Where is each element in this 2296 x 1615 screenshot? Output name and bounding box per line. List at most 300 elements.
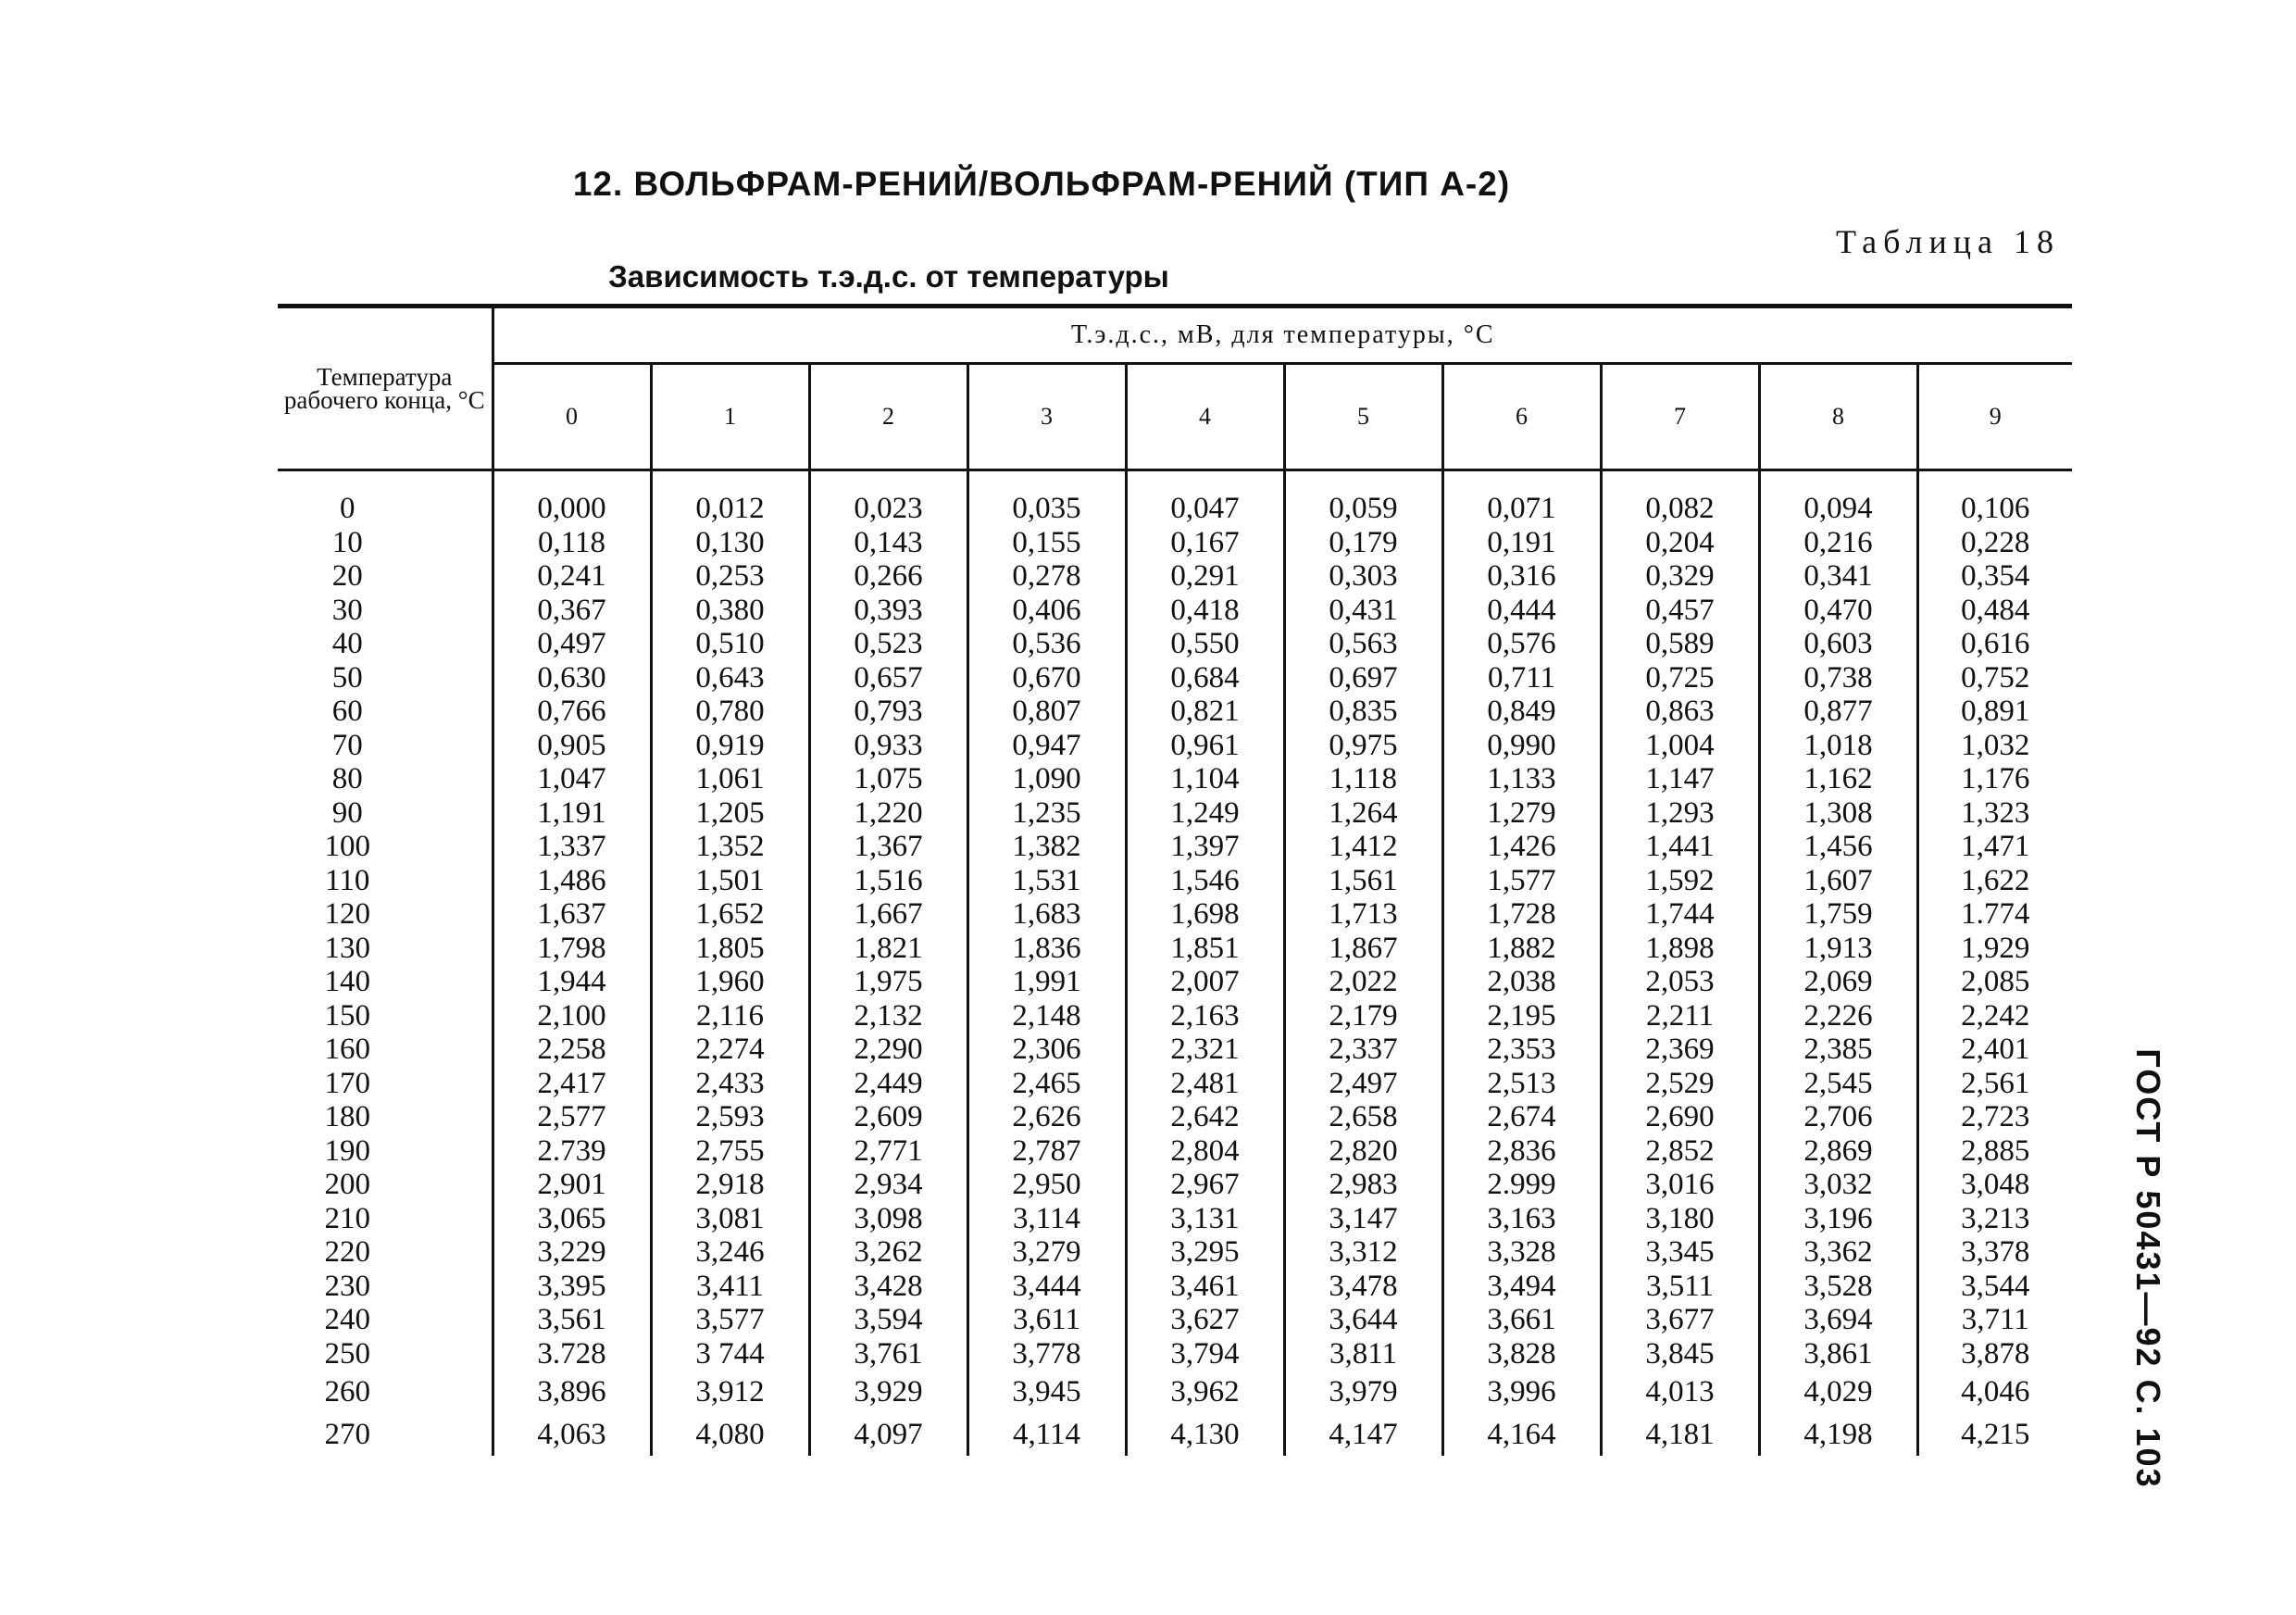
- emf-value: 3,677: [1601, 1303, 1759, 1337]
- table-row: [278, 661, 2072, 695]
- emf-value: 0,204: [1601, 526, 1759, 560]
- emf-value: 2.739: [493, 1134, 651, 1169]
- emf-value: 3,279: [967, 1235, 1126, 1270]
- emf-value: 3,912: [651, 1371, 809, 1413]
- emf-value: 3,528: [1759, 1270, 1917, 1304]
- emf-value: 3,328: [1442, 1235, 1601, 1270]
- emf-value: 0,082: [1601, 492, 1759, 526]
- emf-value: 0,752: [1917, 661, 2072, 695]
- emf-value: 4,046: [1917, 1371, 2072, 1413]
- emf-value: 1,991: [967, 965, 1126, 999]
- column-header: 6: [1442, 364, 1601, 470]
- emf-value: 0,877: [1759, 695, 1917, 729]
- emf-value: 1,061: [651, 762, 809, 796]
- emf-value: 1,032: [1917, 729, 2072, 763]
- emf-value: 0,697: [1284, 661, 1442, 695]
- row-temperature: 120: [278, 897, 493, 932]
- emf-value: 2,116: [651, 999, 809, 1033]
- emf-value: 0,563: [1284, 627, 1442, 661]
- emf-value: 3,511: [1601, 1270, 1759, 1304]
- table-row: [278, 1235, 2072, 1270]
- emf-value: 2,085: [1917, 965, 2072, 999]
- emf-value: 3,845: [1601, 1337, 1759, 1371]
- emf-value: 0,071: [1442, 492, 1601, 526]
- emf-value: 3,131: [1126, 1202, 1284, 1236]
- emf-value: 2,771: [809, 1134, 967, 1169]
- emf-value: 1,501: [651, 864, 809, 898]
- table-row: [278, 932, 2072, 966]
- emf-value: 0,670: [967, 661, 1126, 695]
- emf-value: 0,780: [651, 695, 809, 729]
- emf-value: 2,007: [1126, 965, 1284, 999]
- emf-value: 2,885: [1917, 1134, 2072, 1169]
- emf-value: 0,393: [809, 594, 967, 628]
- emf-value: 3,180: [1601, 1202, 1759, 1236]
- emf-value: 2,901: [493, 1168, 651, 1202]
- emf-value: 0,684: [1126, 661, 1284, 695]
- emf-value: 2,306: [967, 1033, 1126, 1067]
- emf-value: 0,118: [493, 526, 651, 560]
- emf-value: 1,308: [1759, 796, 1917, 831]
- emf-value: 1,531: [967, 864, 1126, 898]
- row-temperature: 0: [278, 492, 493, 526]
- emf-value: 2,642: [1126, 1100, 1284, 1134]
- emf-value: 2,321: [1126, 1033, 1284, 1067]
- table-row: [278, 965, 2072, 999]
- emf-value: 0,406: [967, 594, 1126, 628]
- emf-value: 2,497: [1284, 1067, 1442, 1101]
- column-header: 8: [1759, 364, 1917, 470]
- row-temperature: 200: [278, 1168, 493, 1202]
- emf-value: 0,059: [1284, 492, 1442, 526]
- emf-value: 0,536: [967, 627, 1126, 661]
- emf-value: 2,593: [651, 1100, 809, 1134]
- table-row: [278, 830, 2072, 864]
- emf-value: 3,147: [1284, 1202, 1442, 1236]
- row-temperature: 100: [278, 830, 493, 864]
- emf-value: 2,465: [967, 1067, 1126, 1101]
- emf-value: 3,048: [1917, 1168, 2072, 1202]
- table-row: [278, 1371, 2072, 1413]
- row-temperature: 20: [278, 559, 493, 594]
- standard-reference: [2120, 1048, 2176, 1489]
- emf-value: 1,975: [809, 965, 967, 999]
- emf-value: 2,706: [1759, 1100, 1917, 1134]
- emf-value: 0,891: [1917, 695, 2072, 729]
- emf-value: 2,934: [809, 1168, 967, 1202]
- emf-value: 2,038: [1442, 965, 1601, 999]
- emf-value: 3,861: [1759, 1337, 1917, 1371]
- emf-value: 3,378: [1917, 1235, 2072, 1270]
- emf-value: 3,065: [493, 1202, 651, 1236]
- section-heading: 12. ВОЛЬФРАМ-РЕНИЙ/ВОЛЬФРАМ-РЕНИЙ (ТИП А-2): [572, 165, 1511, 203]
- emf-value: 3,561: [493, 1303, 651, 1337]
- emf-value: 0,919: [651, 729, 809, 763]
- emf-value: 0,863: [1601, 695, 1759, 729]
- emf-value: 2,626: [967, 1100, 1126, 1134]
- emf-value: 4,080: [651, 1413, 809, 1456]
- emf-value: 1,205: [651, 796, 809, 831]
- emf-value: 1,652: [651, 897, 809, 932]
- emf-value: 4,029: [1759, 1371, 1917, 1413]
- row-temperature: 160: [278, 1033, 493, 1067]
- row-temperature: 220: [278, 1235, 493, 1270]
- emf-value: 0,303: [1284, 559, 1442, 594]
- emf-value: 4,130: [1126, 1413, 1284, 1456]
- emf-value: 1,486: [493, 864, 651, 898]
- column-header: 2: [809, 364, 967, 470]
- emf-value: 0,278: [967, 559, 1126, 594]
- emf-value: 2,918: [651, 1168, 809, 1202]
- emf-value: 2,337: [1284, 1033, 1442, 1067]
- emf-value: 3,312: [1284, 1235, 1442, 1270]
- emf-value: 1,805: [651, 932, 809, 966]
- table-row: [278, 1134, 2072, 1169]
- emf-value: 1,867: [1284, 932, 1442, 966]
- emf-value: 2,148: [967, 999, 1126, 1033]
- emf-value: 2,723: [1917, 1100, 2072, 1134]
- table-row: [278, 1270, 2072, 1304]
- emf-value: 0,975: [1284, 729, 1442, 763]
- emf-value: 0,354: [1917, 559, 2072, 594]
- emf-value: 0,341: [1759, 559, 1917, 594]
- row-temperature: 210: [278, 1202, 493, 1236]
- emf-value: 2,179: [1284, 999, 1442, 1033]
- table-row: [278, 1202, 2072, 1236]
- row-temperature: 240: [278, 1303, 493, 1337]
- emf-value: 1,713: [1284, 897, 1442, 932]
- emf-value: 1,456: [1759, 830, 1917, 864]
- emf-value: 0,179: [1284, 526, 1442, 560]
- emf-value: 1,382: [967, 830, 1126, 864]
- emf-value: 1,075: [809, 762, 967, 796]
- emf-value: 0,047: [1126, 492, 1284, 526]
- emf-value: 1,235: [967, 796, 1126, 831]
- emf-value: 0,630: [493, 661, 651, 695]
- emf-value: 1,047: [493, 762, 651, 796]
- emf-value: 3,213: [1917, 1202, 2072, 1236]
- emf-value: 0,143: [809, 526, 967, 560]
- emf-value: 2,401: [1917, 1033, 2072, 1067]
- emf-value: 2,561: [1917, 1067, 2072, 1101]
- table-row: [278, 864, 2072, 898]
- row-temperature: 230: [278, 1270, 493, 1304]
- emf-value: 1,412: [1284, 830, 1442, 864]
- emf-value: 1,667: [809, 897, 967, 932]
- emf-value: 0,616: [1917, 627, 2072, 661]
- emf-value: 2,353: [1442, 1033, 1601, 1067]
- emf-value: 3,345: [1601, 1235, 1759, 1270]
- row-temperature: 140: [278, 965, 493, 999]
- table-row: [278, 627, 2072, 661]
- row-temperature: 60: [278, 695, 493, 729]
- emf-value: 1,637: [493, 897, 651, 932]
- emf-value: 2,869: [1759, 1134, 1917, 1169]
- row-temperature: 80: [278, 762, 493, 796]
- table-row: [278, 729, 2072, 763]
- emf-value: 2,290: [809, 1033, 967, 1067]
- emf-value: 1,176: [1917, 762, 2072, 796]
- emf-value: 0,418: [1126, 594, 1284, 628]
- emf-value: 2,069: [1759, 965, 1917, 999]
- emf-value: 3,794: [1126, 1337, 1284, 1371]
- emf-value: 1,162: [1759, 762, 1917, 796]
- emf-value: 1,352: [651, 830, 809, 864]
- emf-value: 0,835: [1284, 695, 1442, 729]
- emf-value: 0,470: [1759, 594, 1917, 628]
- row-temperature: 170: [278, 1067, 493, 1101]
- emf-value: 3,996: [1442, 1371, 1601, 1413]
- emf-value: 2,195: [1442, 999, 1601, 1033]
- emf-value: 3,828: [1442, 1337, 1601, 1371]
- emf-value: 3,395: [493, 1270, 651, 1304]
- row-temperature: 250: [278, 1337, 493, 1371]
- emf-value: 1,851: [1126, 932, 1284, 966]
- emf-value: 1,337: [493, 830, 651, 864]
- emf-value: 0,035: [967, 492, 1126, 526]
- emf-value: 2,242: [1917, 999, 2072, 1033]
- row-temperature: 110: [278, 864, 493, 898]
- emf-value: 3,411: [651, 1270, 809, 1304]
- thermo-emf-table: [278, 304, 2072, 1456]
- emf-value: 3,979: [1284, 1371, 1442, 1413]
- row-temperature: 150: [278, 999, 493, 1033]
- table-row: [278, 695, 2072, 729]
- column-header: 5: [1284, 364, 1442, 470]
- emf-value: 1,191: [493, 796, 651, 831]
- emf-value: 2,529: [1601, 1067, 1759, 1101]
- emf-value: 0,961: [1126, 729, 1284, 763]
- table-row: [278, 1337, 2072, 1371]
- emf-value: 2,022: [1284, 965, 1442, 999]
- emf-value: 3,246: [651, 1235, 809, 1270]
- emf-value: 3,428: [809, 1270, 967, 1304]
- row-temperature: 40: [278, 627, 493, 661]
- table-row: [278, 492, 2072, 526]
- emf-value: 2,274: [651, 1033, 809, 1067]
- emf-value: 4,215: [1917, 1413, 2072, 1456]
- emf-value: 3,644: [1284, 1303, 1442, 1337]
- emf-value: 0,266: [809, 559, 967, 594]
- emf-value: 0,711: [1442, 661, 1601, 695]
- emf-value: 3,544: [1917, 1270, 2072, 1304]
- emf-value: 0,933: [809, 729, 967, 763]
- emf-value: 0,191: [1442, 526, 1601, 560]
- emf-value: 0,329: [1601, 559, 1759, 594]
- emf-value: 1,133: [1442, 762, 1601, 796]
- emf-value: 2,804: [1126, 1134, 1284, 1169]
- emf-value: 0,106: [1917, 492, 2072, 526]
- table-row: [278, 1413, 2072, 1456]
- emf-value: 1,004: [1601, 729, 1759, 763]
- emf-value: 0,216: [1759, 526, 1917, 560]
- emf-value: 3.728: [493, 1337, 651, 1371]
- emf-value: 3,761: [809, 1337, 967, 1371]
- column-header: 1: [651, 364, 809, 470]
- emf-value: 2,950: [967, 1168, 1126, 1202]
- row-temperature: 50: [278, 661, 493, 695]
- emf-value: 2,163: [1126, 999, 1284, 1033]
- emf-value: 1,622: [1917, 864, 2072, 898]
- row-temperature: 270: [278, 1413, 493, 1456]
- table-row: [278, 762, 2072, 796]
- table-title: Зависимость т.э.д.с. от температуры: [608, 259, 1169, 294]
- emf-value: 1,836: [967, 932, 1126, 966]
- emf-value: 1,147: [1601, 762, 1759, 796]
- emf-value: 3,661: [1442, 1303, 1601, 1337]
- emf-value: 1,960: [651, 965, 809, 999]
- emf-value: 4,164: [1442, 1413, 1601, 1456]
- emf-value: 2,836: [1442, 1134, 1601, 1169]
- emf-value: 0,603: [1759, 627, 1917, 661]
- emf-value: 1,561: [1284, 864, 1442, 898]
- table-label: Таблица 18: [1836, 223, 2060, 260]
- emf-value: 1,683: [967, 897, 1126, 932]
- emf-value: 1,944: [493, 965, 651, 999]
- emf-value: 3,878: [1917, 1337, 2072, 1371]
- emf-value: 3,577: [651, 1303, 809, 1337]
- row-temperature: 180: [278, 1100, 493, 1134]
- row-temperature: 130: [278, 932, 493, 966]
- emf-value: 3,016: [1601, 1168, 1759, 1202]
- emf-value: 2,577: [493, 1100, 651, 1134]
- emf-value: 2,755: [651, 1134, 809, 1169]
- emf-value: 1,426: [1442, 830, 1601, 864]
- emf-value: 0,793: [809, 695, 967, 729]
- emf-value: 3,098: [809, 1202, 967, 1236]
- emf-value: 3,611: [967, 1303, 1126, 1337]
- emf-value: 2,385: [1759, 1033, 1917, 1067]
- emf-value: 1,546: [1126, 864, 1284, 898]
- emf-value: 1,249: [1126, 796, 1284, 831]
- emf-value: 3,494: [1442, 1270, 1601, 1304]
- emf-value: 2,369: [1601, 1033, 1759, 1067]
- emf-value: 3,196: [1759, 1202, 1917, 1236]
- emf-value: 1,090: [967, 762, 1126, 796]
- emf-value: 1,471: [1917, 830, 2072, 864]
- emf-value: 1,698: [1126, 897, 1284, 932]
- emf-value: 2,211: [1601, 999, 1759, 1033]
- emf-value: 1,744: [1601, 897, 1759, 932]
- row-temperature: 190: [278, 1134, 493, 1169]
- stub-header: Температура рабочего конца, °С: [278, 307, 493, 470]
- emf-value: 2,433: [651, 1067, 809, 1101]
- table-row: [278, 1303, 2072, 1337]
- emf-value: 0,807: [967, 695, 1126, 729]
- group-header: Т.э.д.с., мВ, для температуры, °С: [493, 307, 2072, 364]
- emf-value: 4,181: [1601, 1413, 1759, 1456]
- emf-value: 3,711: [1917, 1303, 2072, 1337]
- emf-value: 4,198: [1759, 1413, 1917, 1456]
- emf-value: 1,323: [1917, 796, 2072, 831]
- emf-value: 3,627: [1126, 1303, 1284, 1337]
- emf-value: 0,657: [809, 661, 967, 695]
- emf-value: 0,167: [1126, 526, 1284, 560]
- emf-value: 0,291: [1126, 559, 1284, 594]
- emf-value: 3,295: [1126, 1235, 1284, 1270]
- emf-value: 3,811: [1284, 1337, 1442, 1371]
- emf-value: 3 744: [651, 1337, 809, 1371]
- emf-value: 2,674: [1442, 1100, 1601, 1134]
- table-row: [278, 526, 2072, 560]
- emf-value: 0,155: [967, 526, 1126, 560]
- emf-value: 3,444: [967, 1270, 1126, 1304]
- table-row: [278, 559, 2072, 594]
- emf-value: 0,130: [651, 526, 809, 560]
- emf-value: 4,063: [493, 1413, 651, 1456]
- emf-value: 4,097: [809, 1413, 967, 1456]
- emf-value: 2,787: [967, 1134, 1126, 1169]
- emf-value: 1,759: [1759, 897, 1917, 932]
- emf-value: 1,929: [1917, 932, 2072, 966]
- emf-value: 3,694: [1759, 1303, 1917, 1337]
- emf-value: 1,592: [1601, 864, 1759, 898]
- table-row: [278, 594, 2072, 628]
- emf-value: 0,576: [1442, 627, 1601, 661]
- emf-value: 0,497: [493, 627, 651, 661]
- emf-value: 4,147: [1284, 1413, 1442, 1456]
- emf-value: 1,367: [809, 830, 967, 864]
- table-row: [278, 1067, 2072, 1101]
- table-row: [278, 1168, 2072, 1202]
- emf-value: 2,100: [493, 999, 651, 1033]
- emf-value: 1,821: [809, 932, 967, 966]
- emf-value: 0,444: [1442, 594, 1601, 628]
- emf-value: 3,896: [493, 1371, 651, 1413]
- emf-value: 4,013: [1601, 1371, 1759, 1413]
- emf-value: 1,882: [1442, 932, 1601, 966]
- emf-value: 2,545: [1759, 1067, 1917, 1101]
- emf-value: 3,929: [809, 1371, 967, 1413]
- emf-value: 2,609: [809, 1100, 967, 1134]
- emf-value: 2,983: [1284, 1168, 1442, 1202]
- row-temperature: 90: [278, 796, 493, 831]
- emf-value: 2,481: [1126, 1067, 1284, 1101]
- emf-value: 0,550: [1126, 627, 1284, 661]
- emf-value: 1,728: [1442, 897, 1601, 932]
- emf-value: 0,367: [493, 594, 651, 628]
- column-header: 7: [1601, 364, 1759, 470]
- column-header: 9: [1917, 364, 2072, 470]
- table-row: [278, 897, 2072, 932]
- emf-value: 2,053: [1601, 965, 1759, 999]
- emf-value: 1,104: [1126, 762, 1284, 796]
- emf-value: 1.774: [1917, 897, 2072, 932]
- emf-value: 3,778: [967, 1337, 1126, 1371]
- emf-value: 0,316: [1442, 559, 1601, 594]
- emf-value: 0,094: [1759, 492, 1917, 526]
- emf-value: 1,397: [1126, 830, 1284, 864]
- emf-value: 3,163: [1442, 1202, 1601, 1236]
- emf-value: 4,114: [967, 1413, 1126, 1456]
- emf-value: 1,293: [1601, 796, 1759, 831]
- column-header: 3: [967, 364, 1126, 470]
- emf-value: 2,258: [493, 1033, 651, 1067]
- emf-value: 3,478: [1284, 1270, 1442, 1304]
- row-temperature: 10: [278, 526, 493, 560]
- emf-value: 0,228: [1917, 526, 2072, 560]
- emf-value: 0,766: [493, 695, 651, 729]
- emf-value: 0,849: [1442, 695, 1601, 729]
- emf-value: 1,898: [1601, 932, 1759, 966]
- emf-value: 0,738: [1759, 661, 1917, 695]
- row-temperature: 70: [278, 729, 493, 763]
- emf-value: 0,947: [967, 729, 1126, 763]
- emf-value: 3,594: [809, 1303, 967, 1337]
- emf-value: 0,523: [809, 627, 967, 661]
- emf-value: 2,449: [809, 1067, 967, 1101]
- emf-value: 3,032: [1759, 1168, 1917, 1202]
